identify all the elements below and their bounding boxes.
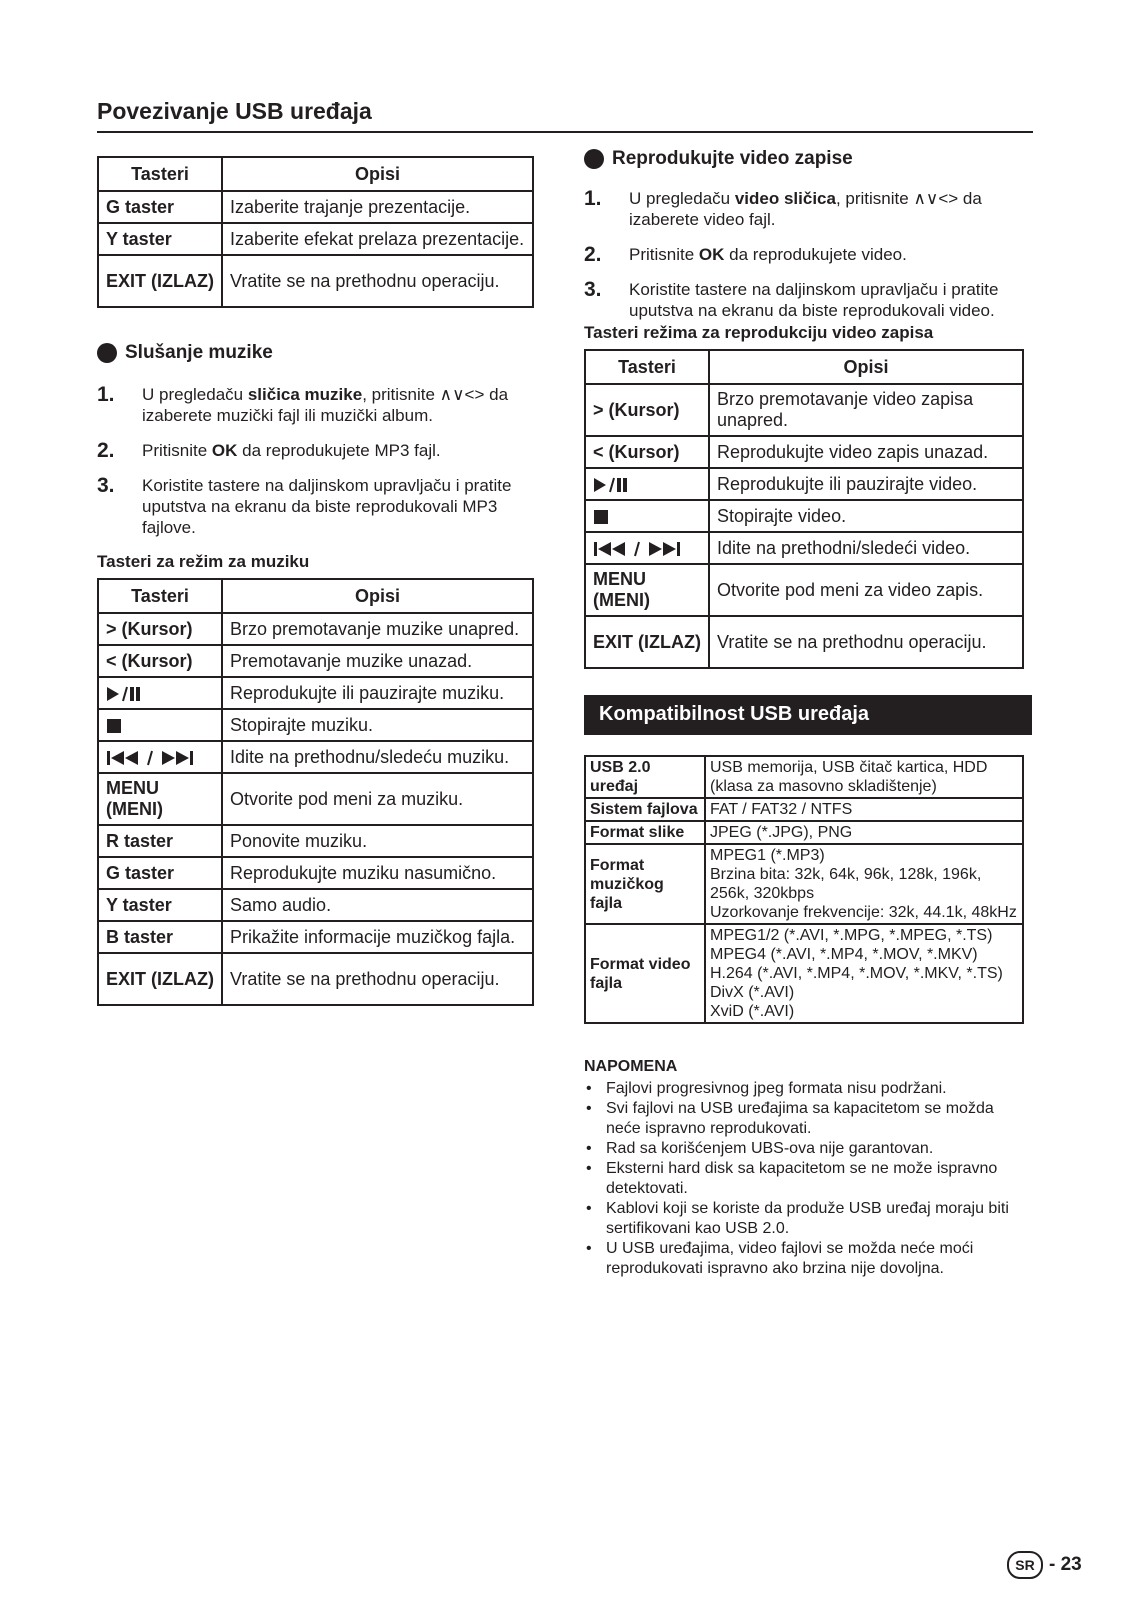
key-cell: Y taster bbox=[98, 889, 222, 921]
key-cell: G taster bbox=[98, 191, 222, 223]
step-number: 3. bbox=[584, 278, 602, 301]
table-row bbox=[98, 889, 533, 921]
key-cell: < (Kursor) bbox=[98, 645, 222, 677]
table-row bbox=[98, 773, 533, 825]
step-number: 3. bbox=[97, 474, 115, 497]
stop-icon bbox=[585, 500, 709, 532]
table-row bbox=[98, 741, 533, 773]
key-cell: EXIT (IZLAZ) bbox=[98, 255, 222, 307]
table-row bbox=[585, 756, 1023, 798]
key-cell: EXIT (IZLAZ) bbox=[585, 616, 709, 668]
compat-section-header: Kompatibilnost USB uređaja bbox=[584, 695, 1032, 735]
desc-cell: Brzo premotavanje muzike unapred. bbox=[222, 613, 533, 645]
table-row bbox=[98, 677, 533, 709]
list-item: • Kablovi koji se koriste da produže USB uređaj moraju biti sertifikovani kao USB 2.0. bbox=[584, 1199, 1032, 1239]
list-item: • Svi fajlovi na USB uređajima sa kapacitetom se možda neće ispravno reprodukovati. bbox=[584, 1099, 1032, 1139]
desc-cell: Premotavanje muzike unazad. bbox=[222, 645, 533, 677]
column-header-keys: Tasteri bbox=[585, 350, 709, 384]
desc-cell: Vratite se na prethodnu operaciju. bbox=[222, 953, 533, 1005]
key-cell: Format muzičkog fajla bbox=[585, 844, 705, 924]
key-cell: R taster bbox=[98, 825, 222, 857]
stop-icon bbox=[98, 709, 222, 741]
step-number: 1. bbox=[584, 187, 602, 210]
value-cell: JPEG (*.JPG), PNG bbox=[705, 821, 1023, 844]
list-item: • Fajlovi progresivnog jpeg formata nisu podržani. bbox=[584, 1079, 1032, 1099]
prev-next-icon bbox=[98, 741, 222, 773]
desc-cell: Izaberite efekat prelaza prezentacije. bbox=[222, 223, 533, 255]
table-row bbox=[585, 798, 1023, 821]
list-item bbox=[584, 244, 1032, 265]
slideshow-keys-table bbox=[97, 156, 534, 308]
table-row bbox=[585, 384, 1023, 436]
value-cell: MPEG1 (*.MP3) Brzina bita: 32k, 64k, 96k, 128k, 196k, 256k, 320kbps Uzorkovanje frekvencije: 32k, 44.1k, 48kHz bbox=[705, 844, 1023, 924]
page-number: - 23 bbox=[1049, 1554, 1082, 1575]
key-cell: Format slike bbox=[585, 821, 705, 844]
step-number: 2. bbox=[584, 243, 602, 266]
music-heading-text: Slušanje muzike bbox=[125, 342, 273, 363]
desc-cell: Izaberite trajanje prezentacije. bbox=[222, 191, 533, 223]
step-text: Pritisnite OK da reprodukujete video. bbox=[629, 245, 907, 264]
table-row bbox=[98, 613, 533, 645]
key-cell: MENU (MENI) bbox=[585, 564, 709, 616]
desc-cell: Vratite se na prethodnu operaciju. bbox=[709, 616, 1023, 668]
table-row bbox=[585, 616, 1023, 668]
step-text: U pregledaču sličica muzike, pritisnite ∧∨<> da izaberete muzički fajl ili muzički album. bbox=[142, 385, 509, 425]
page-title: Povezivanje USB uređaja bbox=[97, 98, 1033, 133]
bullet-dot-icon bbox=[584, 149, 604, 169]
list-item: • Rad sa korišćenjem UBS-ova nije garantovan. bbox=[584, 1139, 1032, 1159]
music-keys-table bbox=[97, 578, 534, 1006]
play-pause-icon bbox=[585, 468, 709, 500]
music-table-title: Tasteri za režim za muziku bbox=[97, 552, 310, 571]
step-text: Koristite tastere na daljinskom upravljaču i pratite uputstva na ekranu da biste reprodukovali MP3 fajlove. bbox=[142, 476, 512, 537]
step-text: Koristite tastere na daljinskom upravljaču i pratite uputstva na ekranu da biste reprodukovali video. bbox=[629, 280, 999, 320]
table-row bbox=[98, 223, 533, 255]
list-item bbox=[584, 279, 1032, 321]
desc-cell: Ponovite muziku. bbox=[222, 825, 533, 857]
table-row bbox=[585, 924, 1023, 1023]
step-text: Pritisnite OK da reprodukujete MP3 fajl. bbox=[142, 441, 441, 460]
video-heading-text: Reprodukujte video zapise bbox=[612, 148, 853, 169]
desc-cell: Reprodukujte ili pauzirajte video. bbox=[709, 468, 1023, 500]
compat-table bbox=[584, 755, 1024, 1024]
video-table-title: Tasteri režima za reprodukciju video zapisa bbox=[584, 323, 934, 342]
table-row bbox=[585, 564, 1023, 616]
table-row bbox=[585, 821, 1023, 844]
table-row bbox=[98, 709, 533, 741]
key-cell: Sistem fajlova bbox=[585, 798, 705, 821]
column-header-keys: Tasteri bbox=[98, 157, 222, 191]
prev-next-icon bbox=[585, 532, 709, 564]
step-number: 2. bbox=[97, 439, 115, 462]
video-section-heading bbox=[584, 148, 1032, 170]
list-item bbox=[97, 475, 542, 538]
desc-cell: Reprodukujte video zapis unazad. bbox=[709, 436, 1023, 468]
table-header-row bbox=[98, 579, 533, 613]
left-column bbox=[97, 156, 542, 1006]
key-cell: Format video fajla bbox=[585, 924, 705, 1023]
step-text: U pregledaču video sličica, pritisnite ∧∨<> da izaberete video fajl. bbox=[629, 189, 982, 229]
key-cell: USB 2.0 uređaj bbox=[585, 756, 705, 798]
list-item bbox=[584, 188, 1032, 230]
column-header-keys: Tasteri bbox=[98, 579, 222, 613]
notes-title: NAPOMENA bbox=[584, 1058, 678, 1075]
list-item bbox=[97, 384, 542, 426]
music-section-heading bbox=[97, 342, 542, 364]
table-header-row bbox=[98, 157, 533, 191]
desc-cell: Prikažite informacije muzičkog fajla. bbox=[222, 921, 533, 953]
value-cell: MPEG1/2 (*.AVI, *.MPG, *.MPEG, *.TS) MPEG4 (*.AVI, *.MP4, *.MOV, *.MKV) H.264 (*.AVI, *.MP4, *.MOV, *.MKV, *.TS) DivX (*.AVI) XviD (*.AVI) bbox=[705, 924, 1023, 1023]
table-row bbox=[585, 468, 1023, 500]
key-cell: > (Kursor) bbox=[585, 384, 709, 436]
key-cell: MENU (MENI) bbox=[98, 773, 222, 825]
table-row bbox=[98, 921, 533, 953]
language-badge: SR bbox=[1007, 1551, 1043, 1579]
right-column bbox=[584, 148, 1032, 1279]
value-cell: USB memorija, USB čitač kartica, HDD (klasa za masovno skladištenje) bbox=[705, 756, 1023, 798]
desc-cell: Idite na prethodnu/sledeću muziku. bbox=[222, 741, 533, 773]
notes-section bbox=[584, 1058, 1032, 1279]
desc-cell: Stopirajte muziku. bbox=[222, 709, 533, 741]
desc-cell: Samo audio. bbox=[222, 889, 533, 921]
table-row bbox=[98, 255, 533, 307]
table-row bbox=[585, 436, 1023, 468]
list-item bbox=[97, 440, 542, 461]
key-cell: EXIT (IZLAZ) bbox=[98, 953, 222, 1005]
desc-cell: Otvorite pod meni za muziku. bbox=[222, 773, 533, 825]
video-steps bbox=[584, 188, 1032, 321]
column-header-descriptions: Opisi bbox=[709, 350, 1023, 384]
table-row bbox=[98, 953, 533, 1005]
table-row bbox=[98, 645, 533, 677]
bullet-dot-icon bbox=[97, 343, 117, 363]
key-cell: B taster bbox=[98, 921, 222, 953]
table-row bbox=[98, 825, 533, 857]
notes-list bbox=[584, 1079, 1032, 1279]
desc-cell: Stopirajte video. bbox=[709, 500, 1023, 532]
music-steps bbox=[97, 384, 542, 538]
desc-cell: Reprodukujte muziku nasumično. bbox=[222, 857, 533, 889]
key-cell: Y taster bbox=[98, 223, 222, 255]
table-row bbox=[585, 844, 1023, 924]
table-row bbox=[585, 500, 1023, 532]
desc-cell: Otvorite pod meni za video zapis. bbox=[709, 564, 1023, 616]
desc-cell: Brzo premotavanje video zapisa unapred. bbox=[709, 384, 1023, 436]
desc-cell: Vratite se na prethodnu operaciju. bbox=[222, 255, 533, 307]
value-cell: FAT / FAT32 / NTFS bbox=[705, 798, 1023, 821]
column-header-descriptions: Opisi bbox=[222, 579, 533, 613]
key-cell: < (Kursor) bbox=[585, 436, 709, 468]
table-row bbox=[585, 532, 1023, 564]
list-item: • U USB uređajima, video fajlovi se možda neće moći reprodukovati ispravno ako brzina nije dovoljna. bbox=[584, 1239, 1032, 1279]
table-row bbox=[98, 191, 533, 223]
play-pause-icon bbox=[98, 677, 222, 709]
desc-cell: Idite na prethodni/sledeći video. bbox=[709, 532, 1023, 564]
page-footer bbox=[1007, 1551, 1082, 1579]
key-cell: G taster bbox=[98, 857, 222, 889]
table-row bbox=[98, 857, 533, 889]
list-item: • Eksterni hard disk sa kapacitetom se ne može ispravno detektovati. bbox=[584, 1159, 1032, 1199]
video-keys-table bbox=[584, 349, 1024, 669]
key-cell: > (Kursor) bbox=[98, 613, 222, 645]
step-number: 1. bbox=[97, 383, 115, 406]
column-header-descriptions: Opisi bbox=[222, 157, 533, 191]
desc-cell: Reprodukujte ili pauzirajte muziku. bbox=[222, 677, 533, 709]
table-header-row bbox=[585, 350, 1023, 384]
